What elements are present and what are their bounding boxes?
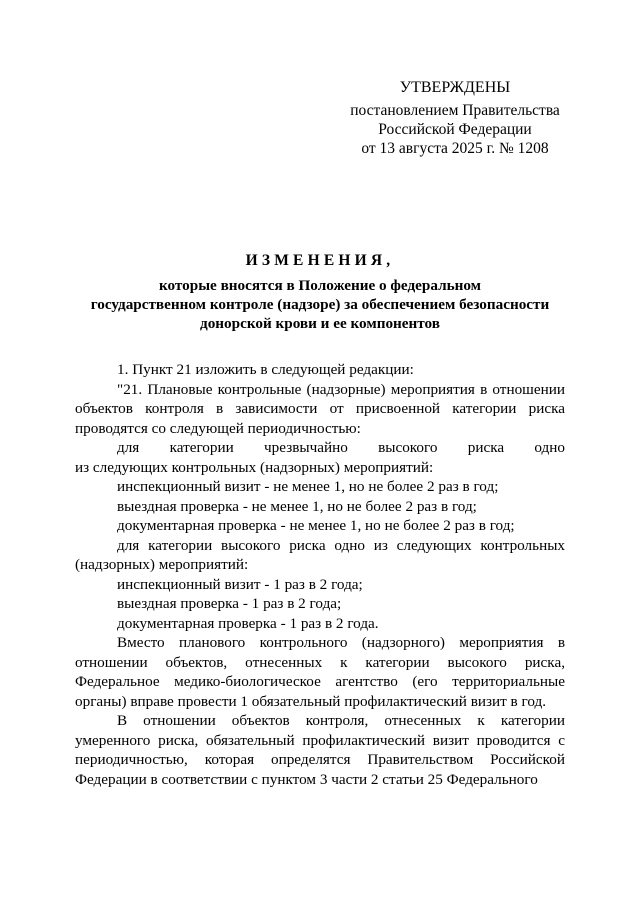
approval-heading: УТВЕРЖДЕНЫ xyxy=(399,79,511,96)
paragraph-12: В отношении объектов контроля, отнесенных к категории умеренного риска, обязательный профилактический визит проводится с периодичностью, которая определятся Правительством Российской Федерации в соответствии с пунктом 3 части 2 статьи 25 Федерального xyxy=(75,712,565,788)
paragraph-10: документарная проверка - 1 раз в 2 года. xyxy=(117,614,379,632)
paragraph-3-line-1: для категории чрезвычайно высокого риска одно xyxy=(117,439,565,456)
paragraph-2: "21. Плановые контрольные (надзорные) мероприятия в отношении объектов контроля в зависимости от присвоенной категории риска проводятся со следующей периодичностью: xyxy=(75,380,565,437)
paragraph-5: выездная проверка - не менее 1, но не более 2 раз в год; xyxy=(117,497,477,515)
subtitle-line-1: которые вносятся в Положение о федеральном xyxy=(158,277,482,294)
document-title: ИЗМЕНЕНИЯ, xyxy=(245,252,395,269)
document-subtitle xyxy=(75,276,565,333)
paragraph-6: документарная проверка - не менее 1, но не более 2 раз в год; xyxy=(117,517,515,534)
paragraph-3-line-2: из следующих контрольных (надзорных) мероприятий: xyxy=(75,458,434,476)
paragraph-11: Вместо планового контрольного (надзорного) мероприятия в отношении объектов, отнесенных к категории высокого риска, Федеральное медико-биологическое агентство (его территориальные органы) вправе провести 1 обязательный профилактический визит в год. xyxy=(75,634,565,710)
paragraph-4: инспекционный визит - не менее 1, но не более 2 раз в год; xyxy=(117,478,499,495)
paragraph-9: выездная проверка - 1 раз в 2 года; xyxy=(117,595,342,612)
subtitle-line-3: донорской крови и ее компонентов xyxy=(200,315,440,332)
approval-line-3: от 13 августа 2025 г. № 1208 xyxy=(361,140,549,157)
approval-line-2: Российской Федерации xyxy=(378,121,532,138)
subtitle-line-2: государственном контроле (надзоре) за обеспечением безопасности xyxy=(90,296,550,313)
paragraph-7: для категории высокого риска одно из следующих контрольных (надзорных) мероприятий: xyxy=(75,536,565,573)
paragraph-8: инспекционный визит - 1 раз в 2 года; xyxy=(117,575,363,593)
document-body xyxy=(75,360,565,789)
approval-line-1: постановлением Правительства xyxy=(350,102,560,119)
approval-block xyxy=(330,78,580,158)
paragraph-1: 1. Пункт 21 изложить в следующей редакции: xyxy=(117,361,414,378)
